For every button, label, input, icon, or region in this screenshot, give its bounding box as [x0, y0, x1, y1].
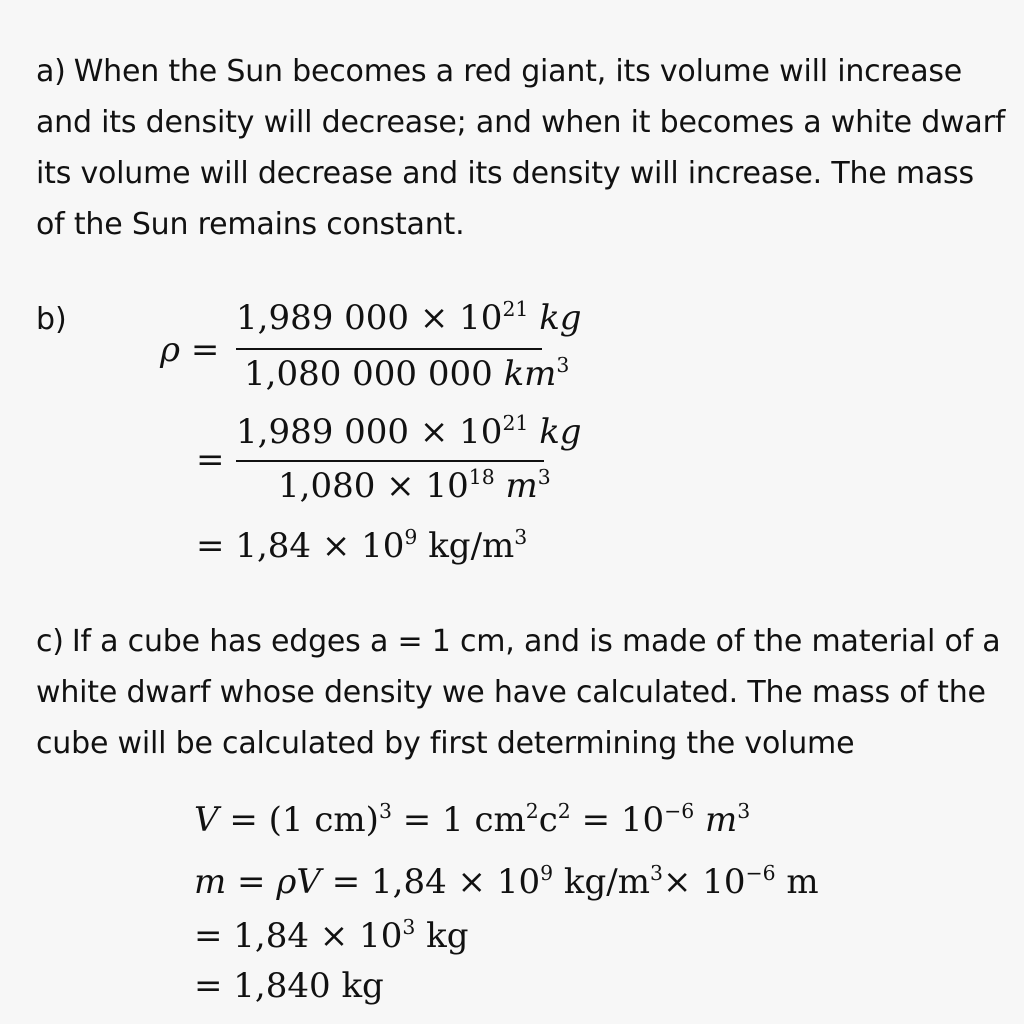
num2-exponent: 21: [502, 410, 529, 435]
volume-edge-exponent: 3: [378, 798, 392, 823]
equals-sign-3: =: [196, 526, 225, 566]
equals-sign-2: =: [196, 440, 225, 480]
num2-base: 10: [459, 412, 503, 452]
times-sign: ×: [386, 466, 415, 506]
den2-unit-exponent: 3: [537, 464, 551, 489]
part-c-line-1: If a cube has edges a = 1 cm, and is made of the material of a: [71, 624, 1001, 659]
mass-result-1-base: 10: [359, 916, 403, 956]
num2-mantissa: 1,989 000: [236, 412, 410, 452]
mass-result-2-value: 1,840: [233, 966, 331, 1006]
num1-unit: kg: [539, 298, 582, 338]
part-a-line-3: its volume will decrease and its density will increase. The mass: [36, 156, 974, 191]
rho-symbol: ρ: [160, 330, 180, 370]
times-sign: ×: [419, 412, 449, 452]
mass-factor-unit: m: [786, 862, 819, 902]
den2-mantissa: 1,080: [278, 466, 376, 506]
mass-result-1-unit: kg: [426, 916, 469, 956]
volume-symbol: V: [194, 800, 219, 840]
volume-mid-exp2: 2: [557, 798, 571, 823]
mass-equation: $m = \rho V = 1,84 \times 10^9$ $kg/m^3\times 10^{-6}$ m: [194, 860, 819, 902]
mass-unit-exponent: 3: [649, 860, 663, 885]
volume-result-unit: m: [705, 800, 738, 840]
mass-unit: kg/m: [563, 862, 650, 902]
part-a-line-4: of the Sun remains constant.: [36, 207, 465, 242]
part-b-label: b): [36, 302, 67, 337]
fraction-1-bar: [236, 348, 542, 350]
mass-result-2: = 1,840 kg: [194, 966, 384, 1006]
result-unit-exponent: 3: [514, 524, 528, 549]
fraction-2-denominator: [278, 466, 551, 506]
mass-factor-exponent: −6: [745, 860, 776, 885]
result-exponent: 9: [404, 524, 418, 549]
volume-mid-exp1: 2: [525, 798, 539, 823]
result-unit: kg/m: [428, 526, 515, 566]
mass-mantissa: 1,84: [371, 862, 447, 902]
times-sign: ×: [321, 526, 351, 566]
part-c-line-3: cube will be calculated by first determining the volume: [36, 726, 855, 761]
volume-result-unit-exponent: 3: [737, 798, 751, 823]
fraction-2-numerator: [236, 412, 582, 452]
fraction-1-denominator: [244, 354, 569, 394]
mass-base: 10: [496, 862, 541, 902]
volume-equation: V = (1 cm)$^3$ = 1 $cm^2c^2 = 10^{-6}$ $m^3$: [194, 798, 751, 840]
part-a-label: a): [36, 54, 66, 89]
volume-mid-c: c: [538, 800, 558, 840]
den2-exponent: 18: [468, 464, 495, 489]
result-mantissa: 1,84: [235, 526, 312, 566]
density-result: [196, 526, 527, 566]
mass-exponent: 9: [540, 860, 554, 885]
mass-result-1: = $1,84 \times 10^3$ kg: [194, 914, 469, 956]
volume-edge: (1 cm): [268, 800, 379, 840]
num1-base: 10: [459, 298, 503, 338]
fraction-1-numerator: [236, 298, 582, 338]
volume-result-base: 10: [620, 800, 665, 840]
part-a-line-2: and its density will decrease; and when it becomes a white dwarf: [36, 105, 1006, 140]
volume-result-exponent: −6: [664, 798, 695, 823]
mass-result-1-mantissa: 1,84: [233, 916, 309, 956]
mass-result-2-unit: kg: [341, 966, 384, 1006]
den1-exponent: 3: [556, 352, 570, 377]
den1-value: 1,080 000 000: [244, 354, 493, 394]
num1-mantissa: 1,989 000: [236, 298, 410, 338]
part-a-paragraph: [36, 46, 1005, 250]
part-a-line-1: When the Sun becomes a red giant, its volume will increase: [73, 54, 963, 89]
times-sign: ×: [419, 298, 449, 338]
mass-symbol: m: [194, 862, 227, 902]
volume-mid: 1 cm: [442, 800, 526, 840]
den2-base: 10: [425, 466, 469, 506]
mass-product: ρV: [276, 862, 321, 902]
equals-sign: =: [190, 330, 220, 370]
den1-unit: km: [503, 354, 557, 394]
mass-result-1-exponent: 3: [402, 914, 416, 939]
part-c-paragraph: [36, 616, 1001, 769]
part-c-line-2: white dwarf whose density we have calculated. The mass of the: [36, 675, 986, 710]
part-c-label: c): [36, 624, 64, 659]
num1-exponent: 21: [502, 296, 529, 321]
fraction-2-bar: [236, 460, 544, 462]
result-base: 10: [361, 526, 405, 566]
den2-unit: m: [505, 466, 538, 506]
num2-unit: kg: [539, 412, 582, 452]
density-lhs: [160, 330, 219, 370]
mass-factor: 10: [702, 862, 746, 902]
